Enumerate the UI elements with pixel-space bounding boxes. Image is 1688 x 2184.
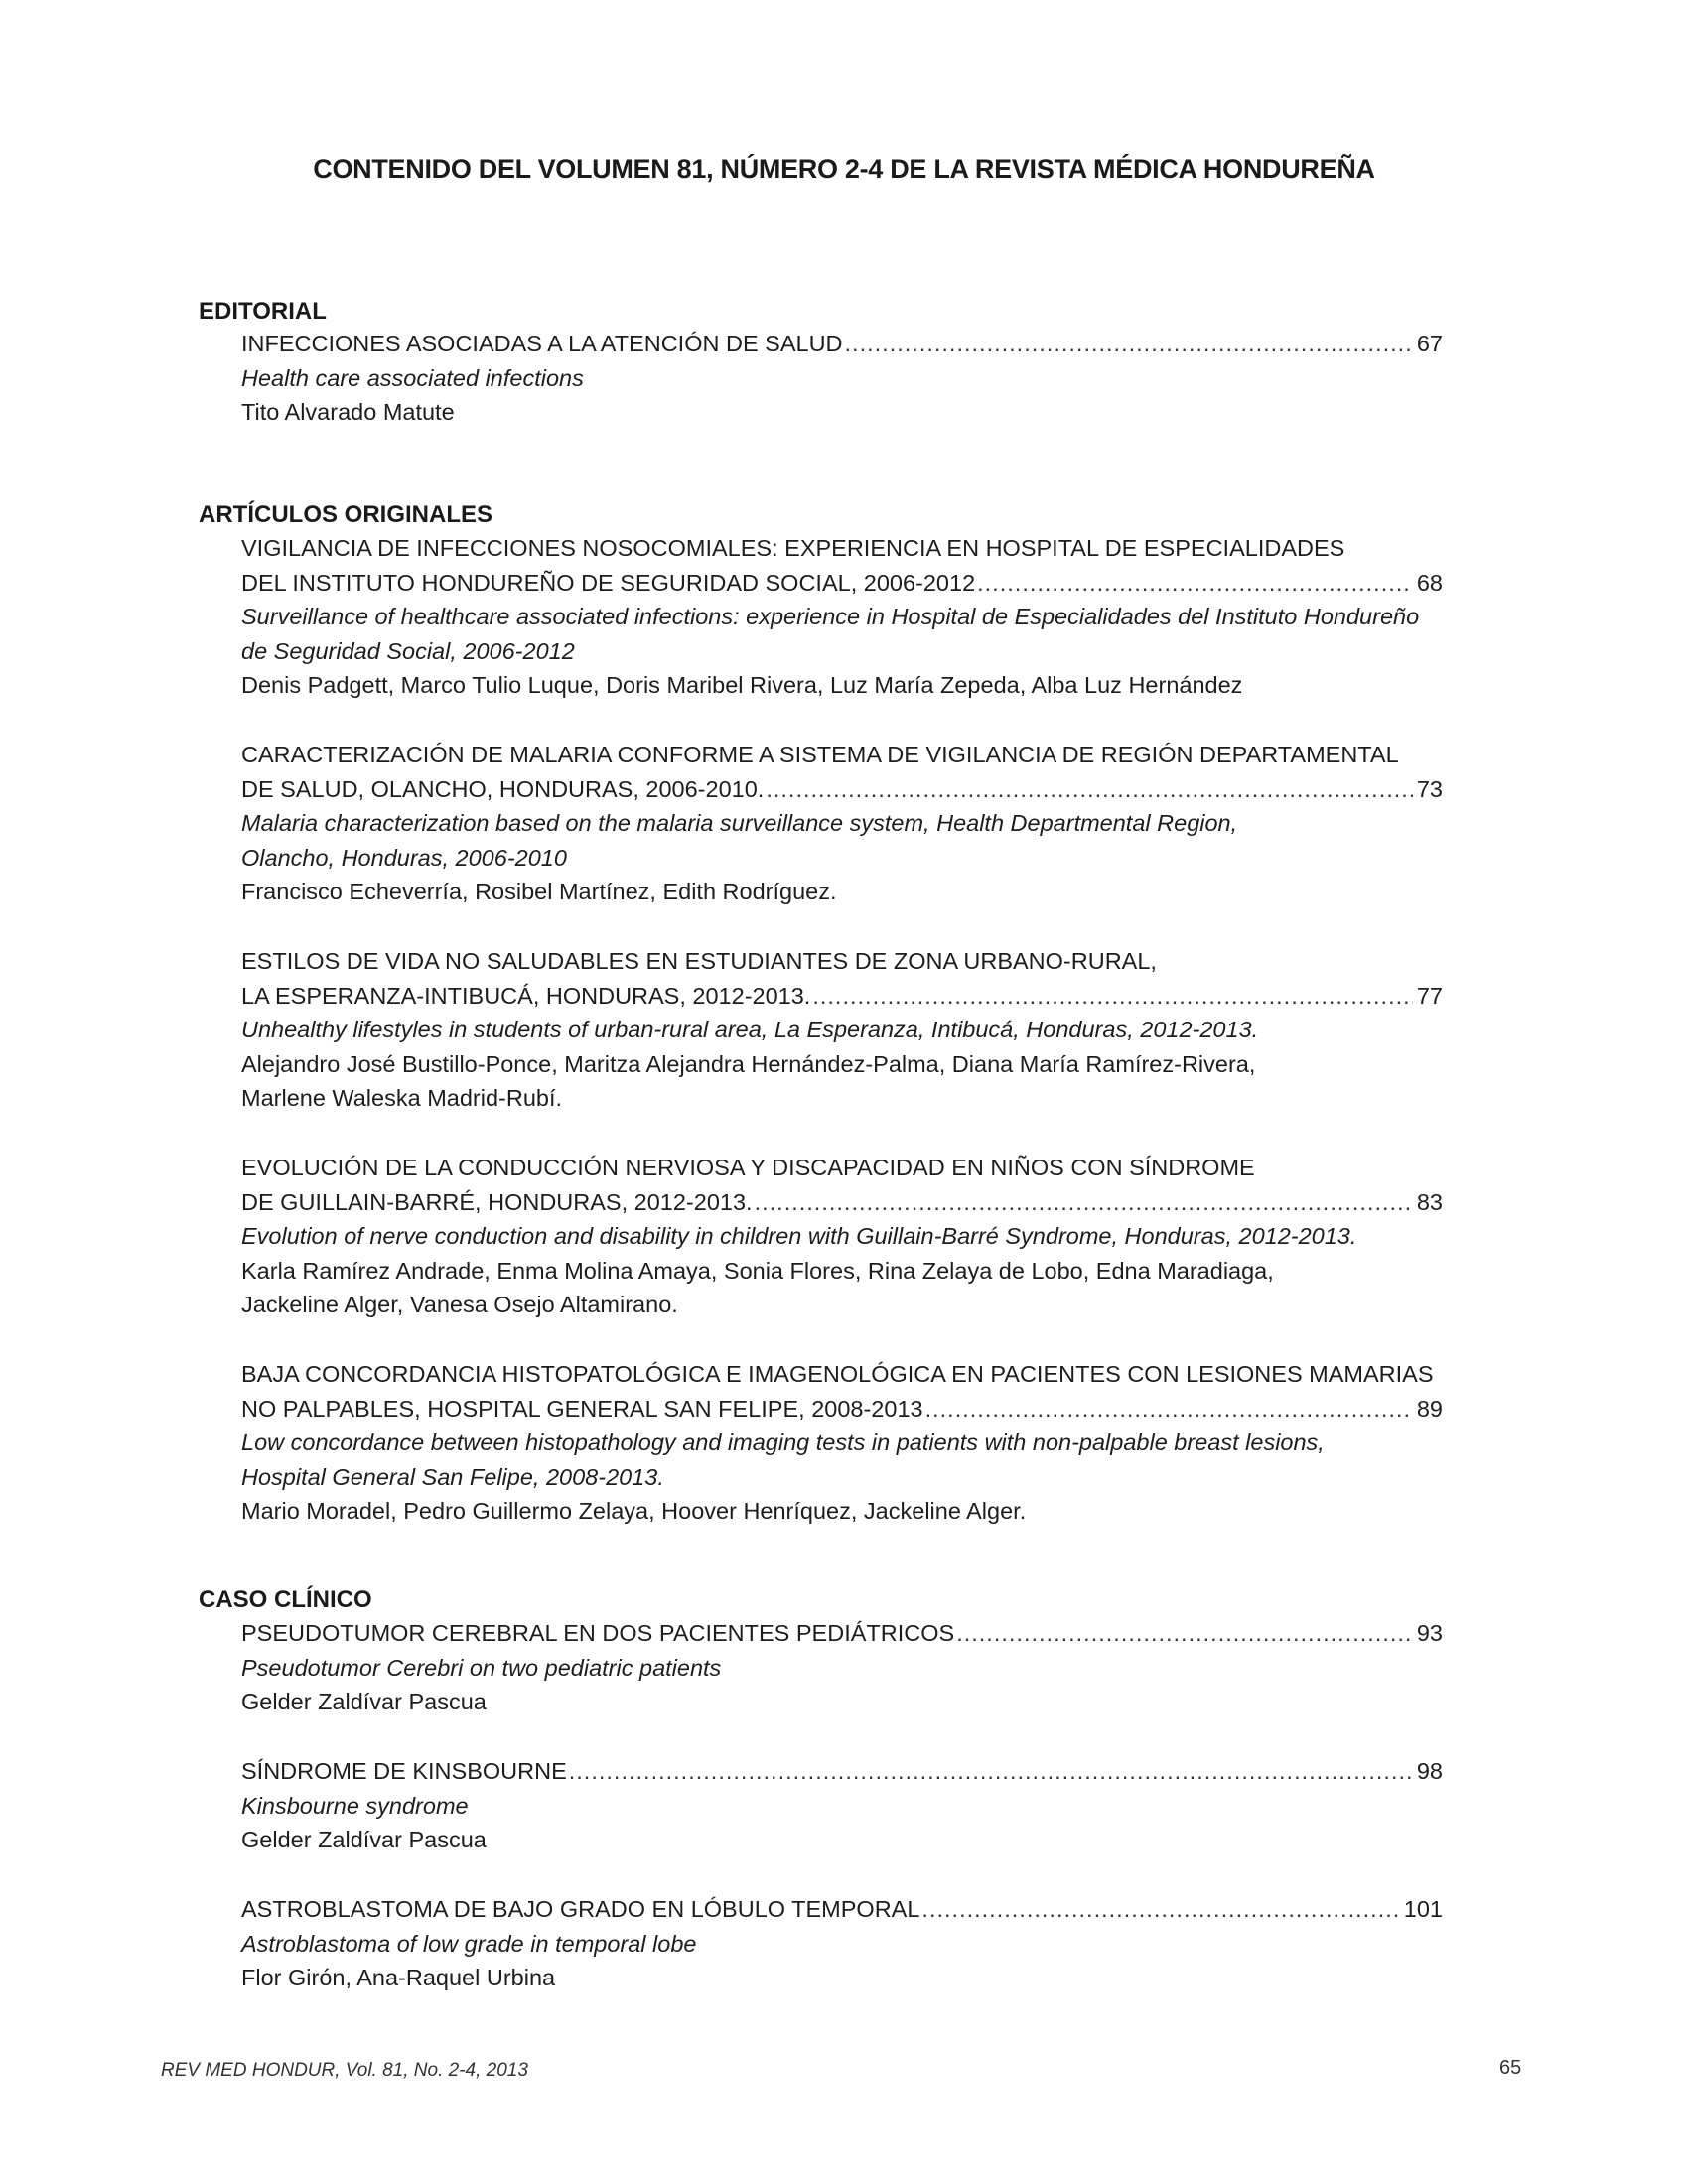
- page-number: 83: [1416, 1188, 1443, 1215]
- english-title: de Seguridad Social, 2006-2012: [241, 637, 575, 664]
- page-number: 89: [1416, 1395, 1443, 1422]
- toc-title-row[interactable]: [241, 1892, 1443, 1927]
- toc-entry: [241, 327, 1443, 430]
- toc-entry: [241, 1151, 1443, 1322]
- authors: Marlene Waleska Madrid-Rubí.: [241, 1085, 563, 1112]
- english-title: Evolution of nerve conduction and disability in children with Guillain-Barré Syndrome, Honduras, 2012-2013.: [241, 1223, 1357, 1250]
- toc-title-row[interactable]: [241, 772, 1443, 807]
- section-heading-caso-clinico: CASO CLÍNICO: [199, 1586, 372, 1613]
- section-heading-editorial: EDITORIAL: [199, 298, 327, 325]
- toc-entry: [241, 944, 1443, 1116]
- entry-title: DEL INSTITUTO HONDUREÑO DE SEGURIDAD SOCIAL, 2006-2012: [241, 569, 976, 596]
- toc-title-row[interactable]: [241, 1616, 1443, 1651]
- entry-title: DE SALUD, OLANCHO, HONDURAS, 2006-2010.: [241, 775, 765, 802]
- authors: Gelder Zaldívar Pascua: [241, 1827, 487, 1853]
- dot-leader: [956, 1616, 1413, 1651]
- dot-leader: [755, 1185, 1413, 1220]
- page-number: 67: [1416, 331, 1443, 356]
- authors: Flor Girón, Ana-Raquel Urbina: [241, 1965, 556, 1991]
- entry-title: PSEUDOTUMOR CEREBRAL EN DOS PACIENTES PEDIÁTRICOS: [241, 1620, 955, 1646]
- document-title: CONTENIDO DEL VOLUMEN 81, NÚMERO 2-4 DE LA REVISTA MÉDICA HONDUREÑA: [313, 154, 1375, 184]
- authors: Mario Moradel, Pedro Guillermo Zelaya, Hoover Henríquez, Jackeline Alger.: [241, 1498, 1027, 1525]
- dot-leader: [766, 772, 1413, 807]
- dot-leader: [925, 1392, 1413, 1427]
- page-number-footer: 65: [1499, 2057, 1522, 2079]
- authors: Jackeline Alger, Vanesa Osejo Altamirano.: [241, 1292, 678, 1318]
- english-title: Hospital General San Felipe, 2008-2013.: [241, 1463, 664, 1490]
- entry-title: INFECCIONES ASOCIADAS A LA ATENCIÓN DE SALUD: [241, 331, 843, 356]
- english-title: Unhealthy lifestyles in students of urban-rural area, La Esperanza, Intibucá, Honduras, 2012-2013.: [241, 1017, 1259, 1043]
- authors: Denis Padgett, Marco Tulio Luque, Doris Maribel Rivera, Luz María Zepeda, Alba Luz Hernández: [241, 672, 1243, 699]
- page-number: 98: [1416, 1758, 1443, 1784]
- english-title: Astroblastoma of low grade in temporal lobe: [241, 1930, 697, 1957]
- authors: Gelder Zaldívar Pascua: [241, 1689, 487, 1715]
- english-title: Malaria characterization based on the malaria surveillance system, Health Departmental Region,: [241, 810, 1238, 837]
- entry-title-line: CARACTERIZACIÓN DE MALARIA CONFORME A SISTEMA DE VIGILANCIA DE REGIÓN DEPARTAMENTAL: [241, 742, 1399, 767]
- english-title: Olancho, Honduras, 2006-2010: [241, 844, 567, 871]
- toc-title-row[interactable]: [241, 979, 1443, 1014]
- section-heading-originales: ARTÍCULOS ORIGINALES: [199, 501, 493, 528]
- authors: Tito Alvarado Matute: [241, 399, 455, 426]
- entry-title: NO PALPABLES, HOSPITAL GENERAL SAN FELIPE, 2008-2013: [241, 1395, 923, 1422]
- toc-entry: [241, 1616, 1443, 1719]
- dot-leader: [977, 566, 1413, 601]
- page-number: 77: [1416, 982, 1443, 1009]
- english-title: Low concordance between histopathology and imaging tests in patients with non-palpable breast lesions,: [241, 1430, 1325, 1456]
- entry-title: ASTROBLASTOMA DE BAJO GRADO EN LÓBULO TEMPORAL: [241, 1896, 920, 1922]
- toc-entry: [241, 1357, 1443, 1529]
- toc-entry: [241, 1892, 1443, 1995]
- page-number: 101: [1403, 1896, 1443, 1922]
- toc-title-row[interactable]: [241, 566, 1443, 601]
- entry-title: DE GUILLAIN-BARRÉ, HONDURAS, 2012-2013.: [241, 1188, 753, 1215]
- page-number: 93: [1416, 1620, 1443, 1646]
- toc-entry: [241, 1754, 1443, 1857]
- dot-leader: [845, 327, 1413, 361]
- toc-title-row[interactable]: [241, 1392, 1443, 1427]
- entry-title: SÍNDROME DE KINSBOURNE: [241, 1758, 567, 1784]
- journal-citation: REV MED HONDUR, Vol. 81, No. 2-4, 2013: [161, 2060, 528, 2081]
- authors: Alejandro José Bustillo-Ponce, Maritza Alejandra Hernández-Palma, Diana María Ramírez-Rivera,: [241, 1050, 1256, 1077]
- toc-entry: [241, 531, 1443, 703]
- english-title: Kinsbourne syndrome: [241, 1792, 469, 1819]
- entry-title-line: EVOLUCIÓN DE LA CONDUCCIÓN NERVIOSA Y DISCAPACIDAD EN NIÑOS CON SÍNDROME: [241, 1155, 1255, 1180]
- authors: Karla Ramírez Andrade, Enma Molina Amaya, Sonia Flores, Rina Zelaya de Lobo, Edna Maradiaga,: [241, 1257, 1274, 1284]
- entry-title: LA ESPERANZA-INTIBUCÁ, HONDURAS, 2012-2013.: [241, 982, 811, 1009]
- page-number: 68: [1416, 569, 1443, 596]
- toc-title-row[interactable]: [241, 1754, 1443, 1789]
- dot-leader: [812, 979, 1413, 1014]
- dot-leader: [569, 1754, 1413, 1789]
- english-title: Surveillance of healthcare associated infections: experience in Hospital de Especialidades del Instituto Hondureño: [241, 604, 1420, 630]
- dot-leader: [921, 1892, 1399, 1927]
- page-number: 73: [1416, 775, 1443, 802]
- toc-entry: [241, 738, 1443, 909]
- toc-title-row[interactable]: [241, 327, 1443, 361]
- authors: Francisco Echeverría, Rosibel Martínez, Edith Rodríguez.: [241, 879, 837, 905]
- entry-title-line: VIGILANCIA DE INFECCIONES NOSOCOMIALES: EXPERIENCIA EN HOSPITAL DE ESPECIALIDADES: [241, 535, 1345, 561]
- english-title: Health care associated infections: [241, 364, 584, 391]
- english-title: Pseudotumor Cerebri on two pediatric patients: [241, 1654, 722, 1681]
- toc-title-row[interactable]: [241, 1185, 1443, 1220]
- entry-title-line: BAJA CONCORDANCIA HISTOPATOLÓGICA E IMAGENOLÓGICA EN PACIENTES CON LESIONES MAMARIAS: [241, 1361, 1434, 1387]
- entry-title-line: ESTILOS DE VIDA NO SALUDABLES EN ESTUDIANTES DE ZONA URBANO-RURAL,: [241, 948, 1157, 974]
